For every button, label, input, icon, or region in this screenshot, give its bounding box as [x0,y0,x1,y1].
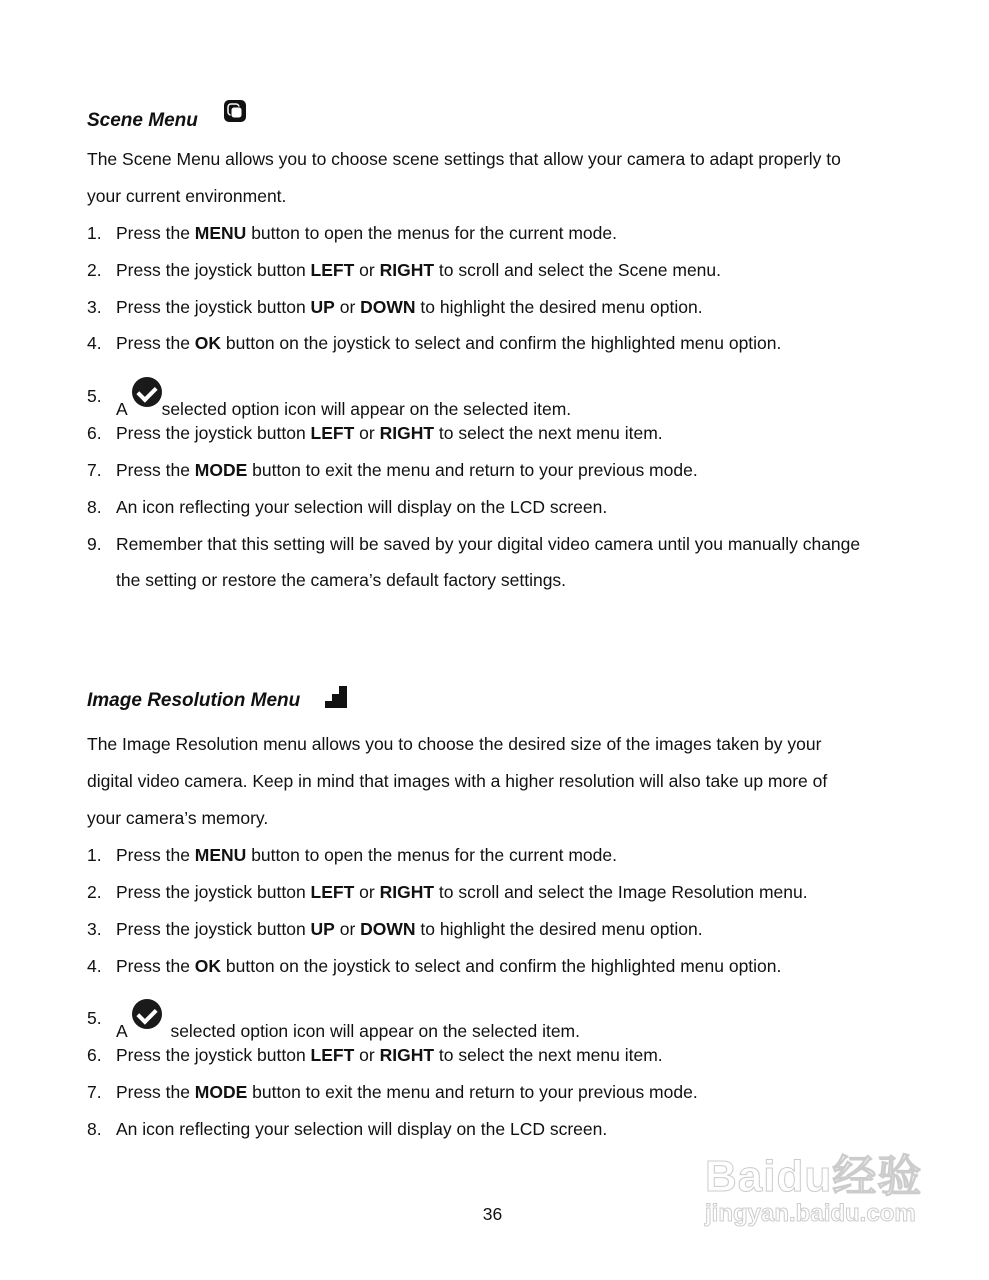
text-segment: or [354,260,380,280]
bold-term: MODE [194,1082,248,1102]
list-item [116,459,698,481]
bold-term: RIGHT [379,882,435,902]
list-number: 4. [87,956,102,976]
bold-term: UP [310,919,335,939]
list-item [116,259,721,281]
list-item [116,881,808,903]
text-segment: button on the joystick to select and confirm the highlighted menu option. [221,333,782,353]
paragraph-line: your current environment. [87,186,287,206]
text-segment: button on the joystick to select and confirm the highlighted menu option. [221,956,782,976]
text-segment: to scroll and select the Image Resolution menu. [434,882,808,902]
bold-term: DOWN [360,919,416,939]
text-segment: to highlight the desired menu option. [415,297,703,317]
text-segment: to select the next menu item. [434,423,663,443]
list-item [116,222,617,244]
list-number: 2. [87,260,102,280]
text-segment: or [354,882,380,902]
bold-term: LEFT [310,882,355,902]
list-item [116,296,703,318]
list-item [116,569,566,591]
text-segment: button to exit the menu and return to your previous mode. [247,1082,698,1102]
list-number: 2. [87,882,102,902]
list-number: 1. [87,223,102,243]
list-number: 3. [87,919,102,939]
list-number: 7. [87,1082,102,1102]
text-segment: Press the joystick button [116,260,311,280]
bold-term: LEFT [310,423,355,443]
scene-menu-icon [224,100,246,122]
text-segment: A [116,1021,132,1041]
text-segment: Press the joystick button [116,1045,311,1065]
list-item [116,533,860,555]
baidu-watermark: Baidu经验 jingyan.baidu.com [705,1152,923,1227]
text-segment: selected option icon will appear on the selected item. [165,1021,580,1041]
text-segment: the setting or restore the camera’s default factory settings. [116,570,567,590]
page-number: 36 [482,1204,503,1224]
bold-term: OK [194,333,222,353]
list-number: 6. [87,423,102,443]
list-item [116,422,663,444]
bold-term: RIGHT [379,423,435,443]
bold-term: RIGHT [379,260,435,280]
text-segment: Press the [116,956,195,976]
check-icon [132,999,162,1029]
list-item [116,955,781,977]
text-segment: button to open the menus for the current mode. [246,223,617,243]
bold-term: LEFT [310,260,355,280]
text-segment: Press the joystick button [116,919,311,939]
text-segment: Press the [116,845,195,865]
list-item [116,1044,663,1066]
bold-term: UP [310,297,335,317]
paragraph-line: digital video camera. Keep in mind that images with a higher resolution will also take up more of [87,771,828,791]
list-number: 8. [87,497,102,517]
text-segment: or [354,423,380,443]
list-item [116,496,607,518]
text-segment: to highlight the desired menu option. [415,919,703,939]
bold-term: LEFT [310,1045,355,1065]
text-segment: Press the [116,460,195,480]
paragraph-line: your camera’s memory. [87,808,269,828]
paragraph-line: The Image Resolution menu allows you to choose the desired size of the images taken by your [87,734,822,754]
text-segment: button to open the menus for the current mode. [246,845,617,865]
text-segment: Press the joystick button [116,423,311,443]
text-segment: Press the joystick button [116,297,311,317]
list-number: 3. [87,297,102,317]
image-resolution-heading: Image Resolution Menu [87,690,301,711]
list-item [116,1081,698,1103]
list-number: 4. [87,333,102,353]
text-segment: Remember that this setting will be saved by your digital video camera until you manually change [116,534,861,554]
bold-term: DOWN [360,297,416,317]
text-segment: Press the joystick button [116,882,311,902]
bold-term: OK [194,956,222,976]
bold-term: MENU [194,223,247,243]
list-item [116,332,781,354]
list-number: 7. [87,460,102,480]
list-number: 8. [87,1119,102,1139]
list-number: 5. [87,1008,102,1028]
list-number: 6. [87,1045,102,1065]
text-segment: Press the [116,1082,195,1102]
list-item [116,844,617,866]
text-segment: to select the next menu item. [434,1045,663,1065]
text-segment: or [334,297,361,317]
list-item [116,385,571,420]
text-segment: An icon reflecting your selection will display on the LCD screen. [116,497,608,517]
list-item [116,918,703,940]
list-item [116,1118,607,1140]
bold-term: MENU [194,845,247,865]
text-segment: Press the [116,223,195,243]
text-segment: button to exit the menu and return to your previous mode. [247,460,698,480]
list-number: 9. [87,534,102,554]
bold-term: MODE [194,460,248,480]
text-segment: to scroll and select the Scene menu. [434,260,722,280]
text-segment: A [116,399,132,419]
image-resolution-icon [325,686,347,708]
scene-menu-heading: Scene Menu [87,110,198,131]
text-segment: or [334,919,361,939]
text-segment: An icon reflecting your selection will display on the LCD screen. [116,1119,608,1139]
text-segment: selected option icon will appear on the selected item. [161,399,572,419]
list-item [116,1007,580,1042]
text-segment: or [354,1045,380,1065]
bold-term: RIGHT [379,1045,435,1065]
list-number: 5. [87,386,102,406]
check-icon [132,377,162,407]
text-segment: Press the [116,333,195,353]
paragraph-line: The Scene Menu allows you to choose scene settings that allow your camera to adapt properly to [87,149,841,169]
list-number: 1. [87,845,102,865]
